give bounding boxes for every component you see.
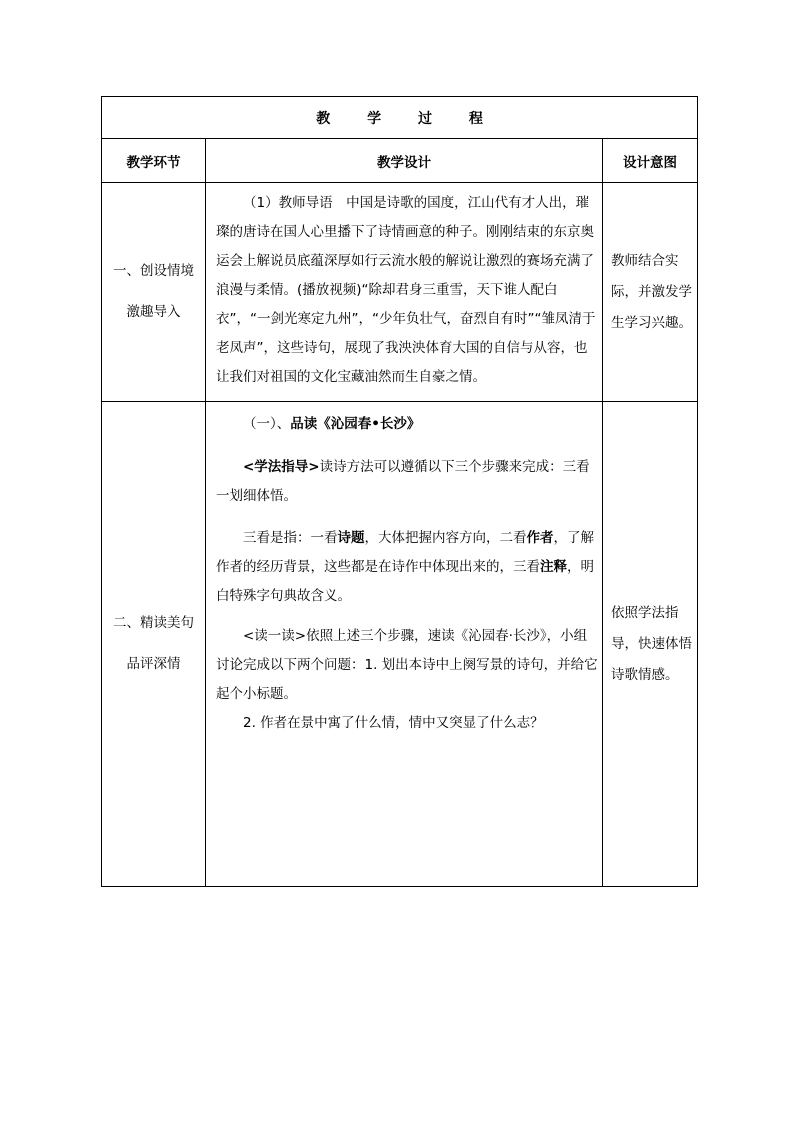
teaching-process-table <box>101 96 698 887</box>
table-title: 教 学 过 程 <box>102 97 698 139</box>
steps-keyword-author: 作者 <box>526 530 554 546</box>
reading-heading-title: 品读《沁园春•长沙》 <box>290 416 421 432</box>
steps-mid1: ，大体把握内容方向，二看 <box>364 530 527 546</box>
read-text: 依照上述三个步骤，速读《沁园春·长沙》，小组讨论完成以下两个问题：1. 划出本诗中上阕写景的诗句，并给它起个小标题。 <box>216 628 598 702</box>
intent-cell-1: 教师结合实际，并激发学生学习兴趣。 <box>603 183 698 402</box>
section-row-2 <box>102 402 698 887</box>
intro-paragraph: （1）教师导语 中国是诗歌的国度，江山代有才人出，璀璨的唐诗在国人心里播下了诗情画意的种子。刚刚结束的东京奥运会上解说员底蕴深厚如行云流水般的解说让激烈的赛场充满了浪漫与柔情。(播放视频)“除却君身三重雪，天下谁人配白衣”，“一剑光寒定九州”，“少年负壮气，奋烈自有时”“雏凤清于老凤声”，这些诗句，展现了我泱泱体育大国的自信与从容，也让我们对祖国的文化宝藏油然而生自豪之情。 <box>216 195 596 385</box>
steps-keyword-title: 诗题 <box>337 530 365 546</box>
stage-1-line2: 激趣导入 <box>126 304 181 320</box>
stage-2-line2: 品评深情 <box>126 656 181 672</box>
read-label: <读一读> <box>243 628 307 644</box>
stage-cell-1 <box>102 183 206 402</box>
question-2: 2. 作者在景中寓了什么情，情中又突显了什么志？ <box>243 715 544 731</box>
method-guide <box>216 453 598 511</box>
steps-tail: ，明白特殊字句典故含义。 <box>216 559 594 604</box>
reading-heading-prefix: （一）、 <box>243 416 291 432</box>
header-design: 教学设计 <box>206 139 603 183</box>
stage-cell-2 <box>102 402 206 887</box>
read-activity <box>216 622 598 709</box>
stage-2-line1: 二、精读美句 <box>113 615 194 631</box>
intent-cell-2: 依照学法指导，快速体悟诗歌情感。 <box>603 402 698 887</box>
header-stage: 教学环节 <box>102 139 206 183</box>
steps-mid2: ，了解作者的经历背景，这些都是在诗作中体现出来的，三看 <box>216 530 594 575</box>
steps-prefix: 三看是指：一看 <box>243 530 338 546</box>
stage-1-line1: 一、创设情境 <box>113 263 194 279</box>
three-steps <box>216 524 598 611</box>
section-row-1 <box>102 183 698 402</box>
header-intent: 设计意图 <box>603 139 698 183</box>
method-guide-label: <学法指导> <box>243 459 320 475</box>
steps-keyword-notes: 注释 <box>540 559 567 575</box>
design-cell-1 <box>206 183 603 402</box>
design-cell-2 <box>206 402 603 887</box>
reading-heading <box>216 410 598 439</box>
method-guide-text: 读诗方法可以遵循以下三个步骤来完成：三看一划细体悟。 <box>216 459 590 504</box>
